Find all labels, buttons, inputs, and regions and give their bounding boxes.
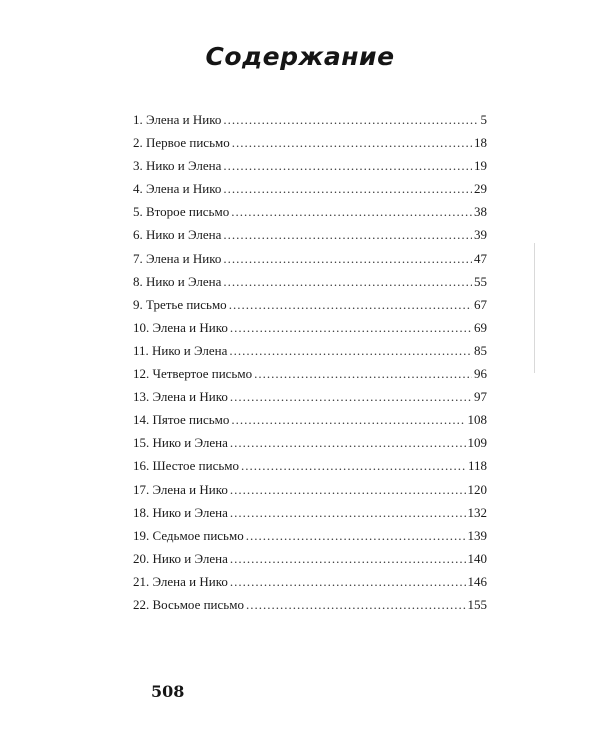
toc-entry-title: 13. Элена и Нико xyxy=(133,389,228,405)
toc-dot-leader xyxy=(231,408,465,431)
toc-dot-leader xyxy=(229,339,472,362)
toc-dot-leader xyxy=(246,593,466,616)
toc-entry xyxy=(133,454,487,477)
toc-entry-page: 67 xyxy=(474,296,487,312)
toc-entry-title: 16. Шестое письмо xyxy=(133,458,240,474)
toc-dot-leader xyxy=(230,316,472,339)
toc-entry xyxy=(133,478,487,501)
toc-dot-leader xyxy=(223,108,478,131)
page-title: Содержание xyxy=(205,42,395,71)
toc-entry-page: 19 xyxy=(474,158,487,174)
toc-entry-title: 21. Элена и Нико xyxy=(133,573,228,589)
toc-entry-title: 9. Третье письмо xyxy=(133,296,227,312)
toc-entry-page: 118 xyxy=(467,458,487,474)
toc-entry xyxy=(133,362,487,385)
toc-dot-leader xyxy=(231,200,472,223)
table-of-contents xyxy=(133,108,487,616)
toc-dot-leader xyxy=(254,362,472,385)
toc-dot-leader xyxy=(230,431,466,454)
toc-entry-title: 18. Нико и Элена xyxy=(133,504,228,520)
page-edge-shadow xyxy=(534,243,535,373)
toc-entry xyxy=(133,570,487,593)
toc-entry-title: 14. Пятое письмо xyxy=(133,412,230,428)
toc-entry xyxy=(133,270,487,293)
toc-entry-page: 85 xyxy=(474,342,487,358)
toc-dot-leader xyxy=(223,270,472,293)
toc-entry-page: 132 xyxy=(467,504,487,520)
toc-entry-title: 1. Элена и Нико xyxy=(133,112,222,127)
toc-dot-leader xyxy=(230,478,466,501)
toc-entry-title: 22. Восьмое письмо xyxy=(133,596,244,612)
toc-dot-leader xyxy=(230,570,466,593)
toc-entry xyxy=(133,108,487,131)
toc-entry-title: 2. Первое письмо xyxy=(133,135,230,151)
toc-entry xyxy=(133,385,487,408)
toc-entry-page: 38 xyxy=(474,204,487,220)
toc-entry xyxy=(133,293,487,316)
toc-dot-leader xyxy=(223,177,472,200)
toc-entry-title: 3. Нико и Элена xyxy=(133,158,222,174)
toc-entry xyxy=(133,339,487,362)
toc-entry-page: 55 xyxy=(474,273,487,289)
toc-entry xyxy=(133,524,487,547)
toc-entry-title: 19. Седьмое письмо xyxy=(133,527,244,543)
toc-entry-title: 8. Нико и Элена xyxy=(133,273,222,289)
toc-entry-page: 96 xyxy=(474,366,487,382)
toc-entry xyxy=(133,593,487,616)
toc-dot-leader xyxy=(229,293,472,316)
toc-entry xyxy=(133,431,487,454)
toc-entry-page: 18 xyxy=(474,135,487,151)
toc-entry xyxy=(133,501,487,524)
toc-entry xyxy=(133,131,487,154)
toc-entry xyxy=(133,547,487,570)
toc-entry xyxy=(133,316,487,339)
toc-entry-title: 15. Нико и Элена xyxy=(133,435,228,451)
toc-entry-page: 5 xyxy=(480,112,487,127)
toc-entry-title: 17. Элена и Нико xyxy=(133,481,228,497)
toc-dot-leader xyxy=(246,524,466,547)
toc-entry-page: 146 xyxy=(467,573,487,589)
toc-entry-page: 139 xyxy=(467,527,487,543)
toc-entry-title: 12. Четвертое письмо xyxy=(133,366,253,382)
toc-entry-page: 69 xyxy=(474,319,487,335)
toc-entry-page: 140 xyxy=(467,550,487,566)
toc-dot-leader xyxy=(223,247,472,270)
toc-entry-title: 11. Нико и Элена xyxy=(133,342,228,358)
toc-entry xyxy=(133,223,487,246)
toc-dot-leader xyxy=(232,131,472,154)
toc-dot-leader xyxy=(223,223,472,246)
toc-entry-page: 155 xyxy=(467,596,487,612)
toc-entry xyxy=(133,247,487,270)
toc-entry-page: 39 xyxy=(474,227,487,243)
toc-dot-leader xyxy=(230,385,472,408)
toc-entry xyxy=(133,154,487,177)
toc-dot-leader xyxy=(241,454,466,477)
toc-entry-title: 20. Нико и Элена xyxy=(133,550,228,566)
toc-entry-title: 7. Элена и Нико xyxy=(133,250,222,266)
page-number: 508 xyxy=(151,682,185,701)
toc-entry-page: 109 xyxy=(467,435,487,451)
toc-entry xyxy=(133,408,487,431)
toc-dot-leader xyxy=(223,154,472,177)
toc-entry-title: 5. Второе письмо xyxy=(133,204,230,220)
toc-entry-title: 4. Элена и Нико xyxy=(133,181,222,197)
toc-dot-leader xyxy=(230,501,466,524)
toc-dot-leader xyxy=(230,547,466,570)
toc-entry xyxy=(133,177,487,200)
toc-entry-page: 29 xyxy=(474,181,487,197)
toc-entry-page: 108 xyxy=(467,412,487,428)
toc-entry-title: 10. Элена и Нико xyxy=(133,319,228,335)
toc-entry xyxy=(133,200,487,223)
toc-entry-page: 47 xyxy=(474,250,487,266)
toc-entry-title: 6. Нико и Элена xyxy=(133,227,222,243)
toc-entry-page: 97 xyxy=(474,389,487,405)
toc-entry-page: 120 xyxy=(467,481,487,497)
